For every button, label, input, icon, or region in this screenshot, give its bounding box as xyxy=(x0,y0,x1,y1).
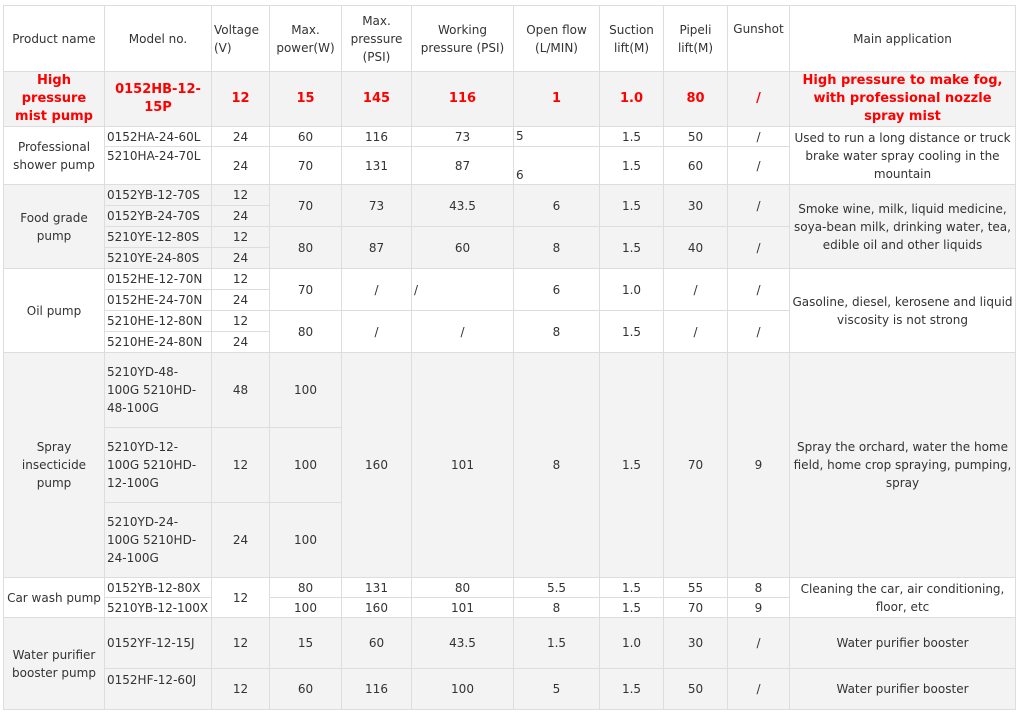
power-cell: 15 xyxy=(270,618,342,669)
suction-cell: 1.0 xyxy=(600,269,664,311)
pump-spec-table xyxy=(3,5,1016,710)
working-pressure-cell: 101 xyxy=(412,598,514,618)
application-purifier: Water purifier booster xyxy=(790,618,1016,669)
voltage-cell: 24 xyxy=(212,290,270,311)
gunshot-cell: 9 xyxy=(728,353,790,578)
table-row xyxy=(4,578,1016,598)
application-spray: Spray the orchard, water the home field, home crop spraying, pumping, spray xyxy=(790,353,1016,578)
application-shower: Used to run a long distance or truck brake water spray cooling in the mountain xyxy=(790,127,1016,185)
open-flow-cell: 8 xyxy=(514,353,600,578)
pipeline-cell: 70 xyxy=(664,353,728,578)
power-cell: 80 xyxy=(270,227,342,269)
gunshot-cell: / xyxy=(728,669,790,710)
pipeline-cell: 50 xyxy=(664,127,728,147)
voltage-cell: 24 xyxy=(212,248,270,269)
gunshot-cell: / xyxy=(728,185,790,227)
header-max-pressure: Max. pressure (PSI) xyxy=(342,6,412,72)
product-name-carwash: Car wash pump xyxy=(4,578,105,618)
suction-cell: 1.5 xyxy=(600,185,664,227)
model-cell: 5210HE-24-80N xyxy=(105,332,212,353)
voltage-cell: 12 xyxy=(212,227,270,248)
voltage-cell: 24 xyxy=(212,206,270,227)
model-cell: 5210YB-12-100X xyxy=(105,598,212,618)
model-cell: 5210HA-24-70L xyxy=(105,147,212,185)
model-cell: 5210YD-48-100G 5210HD-48-100G xyxy=(105,353,212,428)
working-pressure-cell: 100 xyxy=(412,669,514,710)
pipeline-cell: / xyxy=(664,311,728,353)
suction-cell: 1.0 xyxy=(600,618,664,669)
max-pressure-cell: / xyxy=(342,269,412,311)
max-pressure-cell: 60 xyxy=(342,618,412,669)
voltage-cell: 12 xyxy=(212,269,270,290)
max-pressure-cell: / xyxy=(342,311,412,353)
power-cell: 60 xyxy=(270,127,342,147)
gunshot-cell: / xyxy=(728,72,790,127)
pipeline-cell: 50 xyxy=(664,669,728,710)
product-name-shower: Professional shower pump xyxy=(4,127,105,185)
working-pressure-cell: / xyxy=(412,311,514,353)
table-row xyxy=(4,127,1016,147)
open-flow-cell: 6 xyxy=(514,185,600,227)
gunshot-cell: 9 xyxy=(728,598,790,618)
gunshot-cell: / xyxy=(728,227,790,269)
suction-cell: 1.5 xyxy=(600,598,664,618)
gunshot-cell: / xyxy=(728,127,790,147)
power-cell: 70 xyxy=(270,185,342,227)
power-cell: 100 xyxy=(270,428,342,503)
max-pressure-cell: 131 xyxy=(342,578,412,598)
max-pressure-cell: 145 xyxy=(342,72,412,127)
table-row xyxy=(4,185,1016,206)
gunshot-cell: / xyxy=(728,147,790,185)
working-pressure-cell: 43.5 xyxy=(412,618,514,669)
model-cell: 0152HA-24-60L xyxy=(105,127,212,147)
model-cell: 5210HE-12-80N xyxy=(105,311,212,332)
open-flow-cell: 5 xyxy=(514,127,600,147)
suction-cell: 1.5 xyxy=(600,353,664,578)
model-cell: 5210YE-12-80S xyxy=(105,227,212,248)
header-voltage: Voltage (V) xyxy=(212,6,270,72)
power-cell: 80 xyxy=(270,311,342,353)
table-row xyxy=(4,269,1016,290)
gunshot-cell: / xyxy=(728,269,790,311)
open-flow-cell: 8 xyxy=(514,311,600,353)
table-row xyxy=(4,669,1016,710)
application-oil: Gasoline, diesel, kerosene and liquid viscosity is not strong xyxy=(790,269,1016,353)
max-pressure-cell: 160 xyxy=(342,598,412,618)
model-cell: 0152HE-12-70N xyxy=(105,269,212,290)
max-pressure-cell: 160 xyxy=(342,353,412,578)
model-cell: 0152YF-12-15J xyxy=(105,618,212,669)
voltage-cell: 12 xyxy=(212,72,270,127)
voltage-cell: 12 xyxy=(212,311,270,332)
header-gunshot: Gunshot xyxy=(728,6,790,72)
pipeline-cell: 30 xyxy=(664,185,728,227)
max-pressure-cell: 131 xyxy=(342,147,412,185)
application-purifier: Water purifier booster xyxy=(790,669,1016,710)
product-name-purifier: Water purifier booster pump xyxy=(4,618,105,710)
header-pipeline-lift: Pipeli lift(M) xyxy=(664,6,728,72)
model-cell: 0152YB-24-70S xyxy=(105,206,212,227)
product-name-food: Food grade pump xyxy=(4,185,105,269)
suction-cell: 1.0 xyxy=(600,72,664,127)
voltage-cell: 24 xyxy=(212,332,270,353)
header-working-pressure: Working pressure (PSI) xyxy=(412,6,514,72)
header-suction-lift: Suction lift(M) xyxy=(600,6,664,72)
open-flow-cell: 5 xyxy=(514,669,600,710)
product-name-oil: Oil pump xyxy=(4,269,105,353)
suction-cell: 1.5 xyxy=(600,311,664,353)
voltage-cell: 12 xyxy=(212,185,270,206)
pipeline-cell: 80 xyxy=(664,72,728,127)
suction-cell: 1.5 xyxy=(600,127,664,147)
power-cell: 80 xyxy=(270,578,342,598)
model-cell: 0152HF-12-60J xyxy=(105,669,212,710)
power-cell: 100 xyxy=(270,503,342,578)
voltage-cell: 24 xyxy=(212,127,270,147)
voltage-cell: 12 xyxy=(212,618,270,669)
voltage-cell: 48 xyxy=(212,353,270,428)
pipeline-cell: / xyxy=(664,269,728,311)
product-name-mist: High pressure mist pump xyxy=(4,72,105,127)
working-pressure-cell: 101 xyxy=(412,353,514,578)
voltage-cell: 24 xyxy=(212,503,270,578)
pipeline-cell: 30 xyxy=(664,618,728,669)
voltage-cell: 24 xyxy=(212,147,270,185)
model-cell: 0152YB-12-70S xyxy=(105,185,212,206)
model-cell: 5210YE-24-80S xyxy=(105,248,212,269)
open-flow-cell: 6 xyxy=(514,147,600,185)
model-cell: 5210YD-24-100G 5210HD-24-100G xyxy=(105,503,212,578)
working-pressure-cell: 73 xyxy=(412,127,514,147)
working-pressure-cell: 80 xyxy=(412,578,514,598)
max-pressure-cell: 116 xyxy=(342,127,412,147)
working-pressure-cell: / xyxy=(412,269,514,311)
open-flow-cell: 8 xyxy=(514,598,600,618)
model-cell: 0152YB-12-80X xyxy=(105,578,212,598)
max-pressure-cell: 73 xyxy=(342,185,412,227)
working-pressure-cell: 116 xyxy=(412,72,514,127)
open-flow-cell: 1 xyxy=(514,72,600,127)
working-pressure-cell: 43.5 xyxy=(412,185,514,227)
header-max-power: Max. power(W) xyxy=(270,6,342,72)
gunshot-cell: / xyxy=(728,311,790,353)
open-flow-cell: 6 xyxy=(514,269,600,311)
suction-cell: 1.5 xyxy=(600,227,664,269)
power-cell: 100 xyxy=(270,353,342,428)
product-name-spray: Spray insecticide pump xyxy=(4,353,105,578)
gunshot-cell: 8 xyxy=(728,578,790,598)
suction-cell: 1.5 xyxy=(600,669,664,710)
application-mist: High pressure to make fog, with professional nozzle spray mist xyxy=(790,72,1016,127)
power-cell: 100 xyxy=(270,598,342,618)
header-row xyxy=(4,6,1016,72)
working-pressure-cell: 87 xyxy=(412,147,514,185)
working-pressure-cell: 60 xyxy=(412,227,514,269)
voltage-cell: 12 xyxy=(212,669,270,710)
header-product-name: Product name xyxy=(4,6,105,72)
table-row xyxy=(4,72,1016,127)
model-cell: 0152HB-12-15P xyxy=(105,72,212,127)
open-flow-cell: 1.5 xyxy=(514,618,600,669)
power-cell: 70 xyxy=(270,269,342,311)
pipeline-cell: 70 xyxy=(664,598,728,618)
suction-cell: 1.5 xyxy=(600,147,664,185)
suction-cell: 1.5 xyxy=(600,578,664,598)
power-cell: 60 xyxy=(270,669,342,710)
max-pressure-cell: 87 xyxy=(342,227,412,269)
voltage-cell: 12 xyxy=(212,578,270,618)
pipeline-cell: 60 xyxy=(664,147,728,185)
pipeline-cell: 55 xyxy=(664,578,728,598)
model-cell: 0152HE-24-70N xyxy=(105,290,212,311)
model-cell: 5210YD-12-100G 5210HD-12-100G xyxy=(105,428,212,503)
table-row xyxy=(4,618,1016,669)
voltage-cell: 12 xyxy=(212,428,270,503)
power-cell: 15 xyxy=(270,72,342,127)
application-food: Smoke wine, milk, liquid medicine, soya-bean milk, drinking water, tea, edible oil and other liquids xyxy=(790,185,1016,269)
header-main-application: Main application xyxy=(790,6,1016,72)
open-flow-cell: 5.5 xyxy=(514,578,600,598)
table-row xyxy=(4,353,1016,428)
power-cell: 70 xyxy=(270,147,342,185)
pipeline-cell: 40 xyxy=(664,227,728,269)
header-model-no: Model no. xyxy=(105,6,212,72)
header-open-flow: Open flow (L/MIN) xyxy=(514,6,600,72)
application-carwash: Cleaning the car, air conditioning, floor, etc xyxy=(790,578,1016,618)
max-pressure-cell: 116 xyxy=(342,669,412,710)
open-flow-cell: 8 xyxy=(514,227,600,269)
gunshot-cell: / xyxy=(728,618,790,669)
